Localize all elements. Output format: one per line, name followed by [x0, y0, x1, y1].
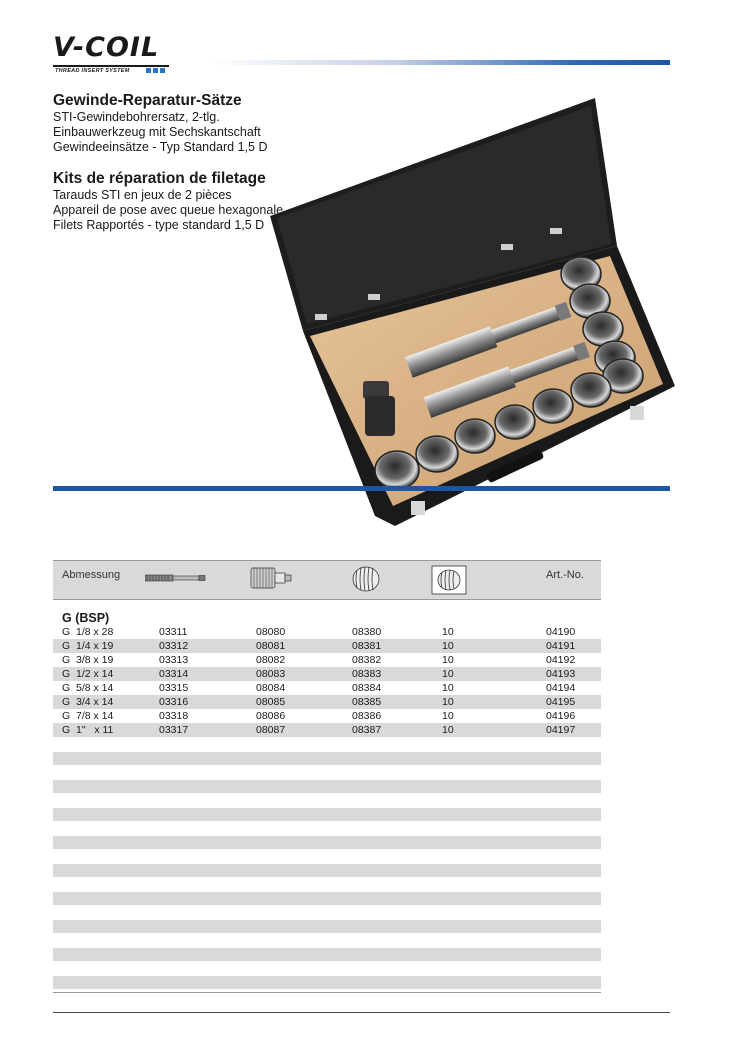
art-no-cell: 04194 — [546, 682, 576, 694]
logo-underline — [53, 65, 169, 67]
pack-qty-cell: 10 — [442, 654, 454, 666]
table-row — [53, 667, 601, 681]
logo-tagline: THREAD INSERT SYSTEM — [55, 68, 130, 74]
art-no-cell: 04197 — [546, 724, 576, 736]
insert-icon — [351, 565, 381, 593]
empty-row — [53, 752, 601, 765]
empty-row — [53, 864, 601, 877]
insert-cell: 08384 — [352, 682, 382, 694]
pack-qty-cell: 10 — [442, 626, 454, 638]
product-case-image — [265, 96, 675, 526]
tap-set-cell: 03317 — [159, 724, 189, 736]
table-bottom-rule — [53, 992, 601, 993]
size-cell: G 1/2 x 14 — [62, 668, 114, 680]
insert-cell: 08380 — [352, 626, 382, 638]
section-divider-bar — [53, 486, 670, 491]
table-body — [53, 625, 601, 737]
install-tool-cell: 08087 — [256, 724, 286, 736]
table-row — [53, 625, 601, 639]
tap-set-cell: 03314 — [159, 668, 189, 680]
install-tool-cell: 08082 — [256, 654, 286, 666]
size-cell: G 1/8 x 28 — [62, 626, 114, 638]
install-tool-icon — [249, 565, 293, 591]
logo-dots — [146, 68, 165, 73]
insert-cell: 08383 — [352, 668, 382, 680]
tap-set-cell: 03313 — [159, 654, 189, 666]
empty-row — [53, 976, 601, 989]
table-row — [53, 723, 601, 737]
french-line-2: Appareil de pose avec queue hexagonale — [53, 203, 284, 217]
install-tool-cell: 08086 — [256, 710, 286, 722]
german-line-2: Einbauwerkzeug mit Sechskantschaft — [53, 125, 261, 139]
art-no-cell: 04195 — [546, 696, 576, 708]
table-row — [53, 695, 601, 709]
tap-set-cell: 03316 — [159, 696, 189, 708]
size-cell: G 1/4 x 19 — [62, 640, 114, 652]
art-no-cell: 04192 — [546, 654, 576, 666]
size-cell: G 3/4 x 14 — [62, 696, 114, 708]
german-line-1: STI-Gewindebohrersatz, 2-tlg. — [53, 110, 220, 124]
empty-row — [53, 808, 601, 821]
tap-set-cell: 03315 — [159, 682, 189, 694]
tap-icon — [145, 573, 207, 583]
insert-cell: 08386 — [352, 710, 382, 722]
french-line-1: Tarauds STI en jeux de 2 pièces — [53, 188, 232, 202]
size-cell: G 7/8 x 14 — [62, 710, 114, 722]
pack-qty-cell: 10 — [442, 668, 454, 680]
art-no-cell: 04190 — [546, 626, 576, 638]
install-tool-cell: 08081 — [256, 640, 286, 652]
footer-rule — [53, 1012, 670, 1013]
insert-cell: 08381 — [352, 640, 382, 652]
insert-cell: 08387 — [352, 724, 382, 736]
install-tool-cell: 08080 — [256, 626, 286, 638]
table-row — [53, 709, 601, 723]
header-size: Abmessung — [62, 569, 121, 581]
table-row — [53, 681, 601, 695]
pack-qty-cell: 10 — [442, 682, 454, 694]
logo-wordmark: V-COIL — [53, 32, 160, 63]
install-tool-cell: 08085 — [256, 696, 286, 708]
tap-set-cell: 03318 — [159, 710, 189, 722]
pack-qty-cell: 10 — [442, 640, 454, 652]
size-cell: G 5/8 x 14 — [62, 682, 114, 694]
size-cell: G 1" x 11 — [62, 724, 114, 736]
empty-row — [53, 892, 601, 905]
install-tool-cell: 08083 — [256, 668, 286, 680]
tap-set-cell: 03312 — [159, 640, 189, 652]
art-no-cell: 04191 — [546, 640, 576, 652]
empty-row — [53, 780, 601, 793]
german-description — [53, 92, 267, 155]
art-no-cell: 04193 — [546, 668, 576, 680]
brand-logo — [53, 32, 173, 76]
empty-row — [53, 920, 601, 933]
pack-qty-cell: 10 — [442, 710, 454, 722]
empty-row — [53, 836, 601, 849]
german-title: Gewinde-Reparatur-Sätze — [53, 92, 242, 109]
insert-cell: 08382 — [352, 654, 382, 666]
german-line-3: Gewindeeinsätze - Typ Standard 1,5 D — [53, 140, 268, 154]
header-gradient-bar — [210, 60, 670, 65]
table-header — [53, 560, 601, 600]
table-row — [53, 653, 601, 667]
install-tool-cell: 08084 — [256, 682, 286, 694]
empty-row — [53, 948, 601, 961]
french-line-3: Filets Rapportés - type standard 1,5 D — [53, 218, 265, 232]
pack-qty-cell: 10 — [442, 724, 454, 736]
section-label: G (BSP) — [62, 611, 110, 625]
pack-qty-cell: 10 — [442, 696, 454, 708]
table-row — [53, 639, 601, 653]
tap-set-cell: 03311 — [159, 626, 188, 638]
header-art-no: Art.-No. — [546, 569, 584, 581]
art-no-cell: 04196 — [546, 710, 576, 722]
insert-cell: 08385 — [352, 696, 382, 708]
size-cell: G 3/8 x 19 — [62, 654, 114, 666]
french-description — [53, 170, 283, 233]
insert-pack-icon — [431, 565, 467, 595]
french-title: Kits de réparation de filetage — [53, 170, 266, 187]
